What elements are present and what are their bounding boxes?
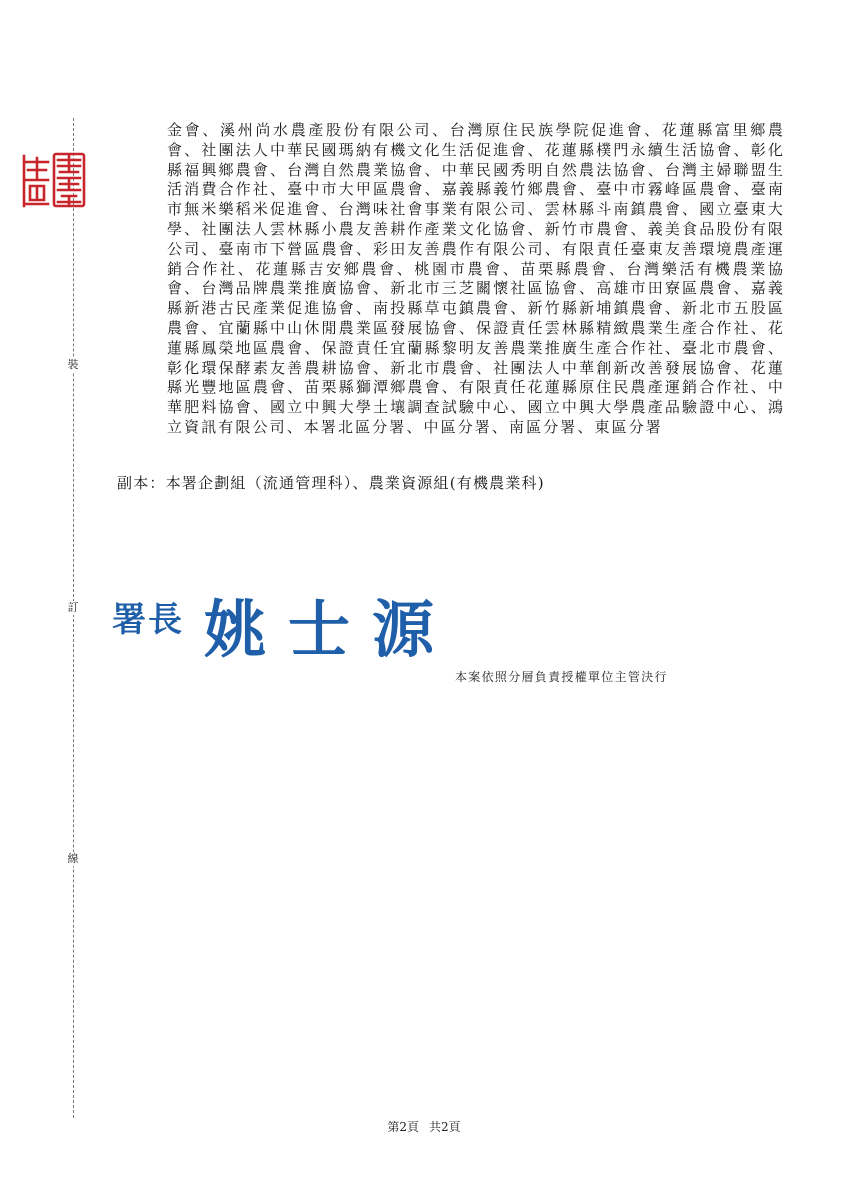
delegation-note: 本案依照分層負責授權單位主管決行	[455, 670, 668, 684]
copy-recipients: 副本：本署企劃組（流通管理科）、農業資源組(有機農業科)	[117, 474, 545, 492]
page-current: 第2頁	[387, 1120, 419, 1134]
binding-line	[73, 118, 74, 1118]
seal-icon	[20, 150, 88, 210]
binding-mark-zhuang: 裝	[67, 358, 79, 371]
page-total: 共2頁	[429, 1120, 461, 1134]
binding-mark-ding: 訂	[67, 601, 79, 614]
official-seal-stamp	[20, 150, 88, 210]
recipients-list: 金會、溪州尚水農產股份有限公司、台灣原住民族學院促進會、花蓮縣富里鄉農會、社團法人中華民國瑪納有機文化生活促進會、花蓮縣樸門永續生活協會、彰化縣福興鄉農會、台灣自然農業協會、中華民國秀明自然農法協會、台灣主婦聯盟生活消費合作社、臺中市大甲區農會、嘉義縣義竹鄉農會、臺中市霧峰區農會、臺南市無米樂稻米促進會、台灣味社會事業有限公司、雲林縣斗南鎮農會、國立臺東大學、社團法人雲林縣小農友善耕作產業文化協會、新竹市農會、義美食品股份有限公司、臺南市下營區農會、彩田友善農作有限公司、有限責任臺東友善環境農產運銷合作社、花蓮縣吉安鄉農會、桃園市農會、苗栗縣農會、台灣樂活有機農業協會、台灣品牌農業推廣協會、新北市三芝關懷社區協會、高雄市田寮區農會、嘉義縣新港古民產業促進協會、南投縣草屯鎮農會、新竹縣新埔鎮農會、新北市五股區農會、宜蘭縣中山休閒農業區發展協會、保證責任雲林縣精緻農業生產合作社、花蓮縣鳳榮地區農會、保證責任宜蘭縣黎明友善農業推廣生產合作社、臺北市農會、彰化環保酵素友善農耕協會、新北市農會、社團法人中華創新改善發展協會、花蓮縣光豐地區農會、苗栗縣獅潭鄉農會、有限責任花蓮縣原住民農產運銷合作社、中華肥料協會、國立中興大學土壤調查試驗中心、國立中興大學農產品驗證中心、鴻立資訊有限公司、本署北區分署、中區分署、南區分署、東區分署	[167, 121, 785, 436]
signature-title: 署長	[112, 600, 184, 640]
binding-mark-xian: 線	[67, 852, 79, 865]
page-number	[0, 1118, 848, 1135]
signature-name: 姚士源	[204, 593, 457, 666]
